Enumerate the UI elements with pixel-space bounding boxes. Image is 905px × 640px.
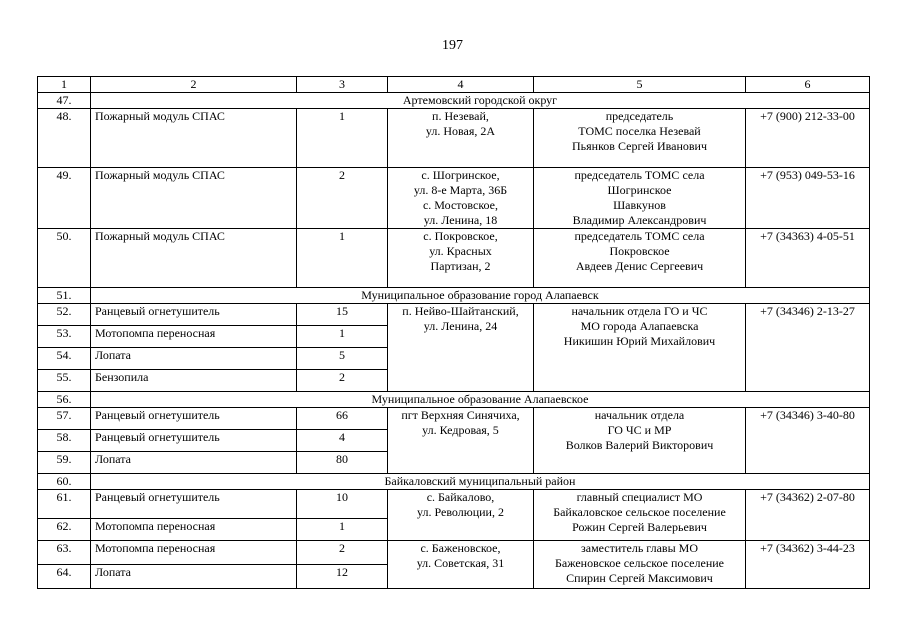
responsible-person-line: Рожин Сергей Валерьевич [572, 520, 707, 534]
row-number: 50. [38, 229, 91, 288]
address [388, 490, 534, 541]
responsible-person-line: Авдеев Денис Сергеевич [575, 259, 704, 273]
equipment-name: Пожарный модуль СПАС [91, 168, 297, 229]
phone: +7 (34362) 3-44-23 [746, 541, 870, 589]
quantity: 2 [297, 168, 388, 229]
equipment-name: Мотопомпа переносная [91, 519, 297, 541]
row-number: 59. [38, 452, 91, 474]
quantity: 80 [297, 452, 388, 474]
section-row [38, 392, 870, 408]
quantity: 1 [297, 326, 388, 348]
address [388, 304, 534, 392]
row-number: 64. [38, 565, 91, 589]
quantity: 15 [297, 304, 388, 326]
phone: +7 (900) 212-33-00 [746, 109, 870, 168]
responsible-person-line: Покровское [609, 244, 670, 258]
responsible-person-line: председатель ТОМС села [574, 229, 705, 243]
table-row [38, 490, 870, 519]
equipment-name: Ранцевый огнетушитель [91, 304, 297, 326]
column-header: 4 [388, 77, 534, 93]
equipment-name: Пожарный модуль СПАС [91, 109, 297, 168]
quantity: 1 [297, 229, 388, 288]
responsible-person [534, 109, 746, 168]
responsible-person-line: Спирин Сергей Максимович [566, 571, 713, 585]
address [388, 408, 534, 474]
phone: +7 (34363) 4-05-51 [746, 229, 870, 288]
equipment-table [37, 76, 870, 589]
row-number: 49. [38, 168, 91, 229]
phone: +7 (34346) 3-40-80 [746, 408, 870, 474]
section-title: Байкаловский муниципальный район [91, 474, 870, 490]
quantity: 4 [297, 430, 388, 452]
equipment-name: Пожарный модуль СПАС [91, 229, 297, 288]
address-line: ул. Ленина, 24 [423, 319, 498, 333]
row-number: 58. [38, 430, 91, 452]
section-number: 51. [38, 288, 91, 304]
quantity: 5 [297, 348, 388, 370]
table-header-row [38, 77, 870, 93]
equipment-name: Бензопила [91, 370, 297, 392]
quantity: 10 [297, 490, 388, 519]
equipment-name: Ранцевый огнетушитель [91, 408, 297, 430]
quantity: 12 [297, 565, 388, 589]
responsible-person-line: МО города Алапаевска [580, 319, 699, 333]
row-number: 55. [38, 370, 91, 392]
phone: +7 (34346) 2-13-27 [746, 304, 870, 392]
responsible-person-line: Владимир Александрович [572, 213, 707, 227]
address-line: с. Мостовское, [422, 198, 499, 212]
address [388, 541, 534, 589]
responsible-person [534, 490, 746, 541]
responsible-person [534, 168, 746, 229]
responsible-person-line: Никишин Юрий Михайлович [563, 334, 716, 348]
address-line: ул. Революции, 2 [417, 505, 504, 519]
section-title: Муниципальное образование город Алапаевск [91, 288, 870, 304]
address-line: ул. Советская, 31 [416, 556, 505, 570]
section-number: 56. [38, 392, 91, 408]
column-header: 1 [38, 77, 91, 93]
responsible-person-line: Баженовское сельское поселение [555, 556, 724, 570]
row-number: 63. [38, 541, 91, 565]
quantity: 2 [297, 370, 388, 392]
address-line: ул. Кедровая, 5 [422, 423, 499, 437]
column-header: 2 [91, 77, 297, 93]
responsible-person-line: начальник отдела [594, 408, 685, 422]
responsible-person-line: заместитель главы МО [581, 541, 698, 555]
address-line: с. Байкалово, [426, 490, 495, 504]
address-line: пгт Верхняя Синячиха, [401, 408, 520, 422]
responsible-person-line: начальник отдела ГО и ЧС [571, 304, 708, 318]
responsible-person-line: Пьянков Сергей Иванович [572, 139, 707, 153]
equipment-name: Мотопомпа переносная [91, 541, 297, 565]
row-number: 53. [38, 326, 91, 348]
responsible-person-line: ГО ЧС и МР [607, 423, 672, 437]
address [388, 168, 534, 229]
table-row [38, 229, 870, 288]
section-title: Муниципальное образование Алапаевское [91, 392, 870, 408]
row-number: 54. [38, 348, 91, 370]
row-number: 48. [38, 109, 91, 168]
address-line: п. Нейво-Шайтанский, [402, 304, 519, 318]
responsible-person-line: главный специалист МО [576, 490, 703, 504]
quantity: 1 [297, 109, 388, 168]
address-line: ул. Новая, 2А [425, 124, 496, 138]
address-line: с. Баженовское, [420, 541, 501, 555]
responsible-person-line: Байкаловское сельское поселение [553, 505, 726, 519]
section-row [38, 288, 870, 304]
address-line: с. Шогринское, [421, 168, 500, 182]
section-title: Артемовский городской округ [91, 93, 870, 109]
phone: +7 (953) 049-53-16 [746, 168, 870, 229]
page-number: 197 [442, 38, 463, 53]
row-number: 57. [38, 408, 91, 430]
address-line: ул. Ленина, 18 [423, 213, 498, 227]
address-line: ул. Красных [429, 244, 492, 258]
section-row [38, 474, 870, 490]
responsible-person [534, 541, 746, 589]
responsible-person [534, 304, 746, 392]
column-header: 6 [746, 77, 870, 93]
address [388, 229, 534, 288]
column-header: 3 [297, 77, 388, 93]
table-row [38, 109, 870, 168]
table-row [38, 304, 870, 326]
row-number: 62. [38, 519, 91, 541]
phone: +7 (34362) 2-07-80 [746, 490, 870, 541]
responsible-person-line: председатель [605, 109, 674, 123]
responsible-person-line: ТОМС поселка Незевай [578, 124, 701, 138]
responsible-person [534, 408, 746, 474]
equipment-name: Лопата [91, 348, 297, 370]
quantity: 66 [297, 408, 388, 430]
responsible-person-line: Шавкунов [613, 198, 666, 212]
row-number: 52. [38, 304, 91, 326]
equipment-name: Лопата [91, 452, 297, 474]
section-number: 47. [38, 93, 91, 109]
address-line: ул. 8-е Марта, 36Б [413, 183, 508, 197]
section-number: 60. [38, 474, 91, 490]
equipment-name: Ранцевый огнетушитель [91, 490, 297, 519]
address-line: Партизан, 2 [430, 259, 491, 273]
table-row [38, 408, 870, 430]
table-row [38, 168, 870, 229]
address-line: п. Незевай, [432, 109, 489, 123]
column-header: 5 [534, 77, 746, 93]
row-number: 61. [38, 490, 91, 519]
quantity: 1 [297, 519, 388, 541]
address-line: с. Покровское, [423, 229, 498, 243]
equipment-name: Лопата [91, 565, 297, 589]
equipment-name: Мотопомпа переносная [91, 326, 297, 348]
responsible-person [534, 229, 746, 288]
responsible-person-line: председатель ТОМС села [574, 168, 705, 182]
address [388, 109, 534, 168]
table-row [38, 541, 870, 565]
section-row [38, 93, 870, 109]
quantity: 2 [297, 541, 388, 565]
responsible-person-line: Шогринское [607, 183, 672, 197]
equipment-name: Ранцевый огнетушитель [91, 430, 297, 452]
responsible-person-line: Волков Валерий Викторович [565, 438, 714, 452]
